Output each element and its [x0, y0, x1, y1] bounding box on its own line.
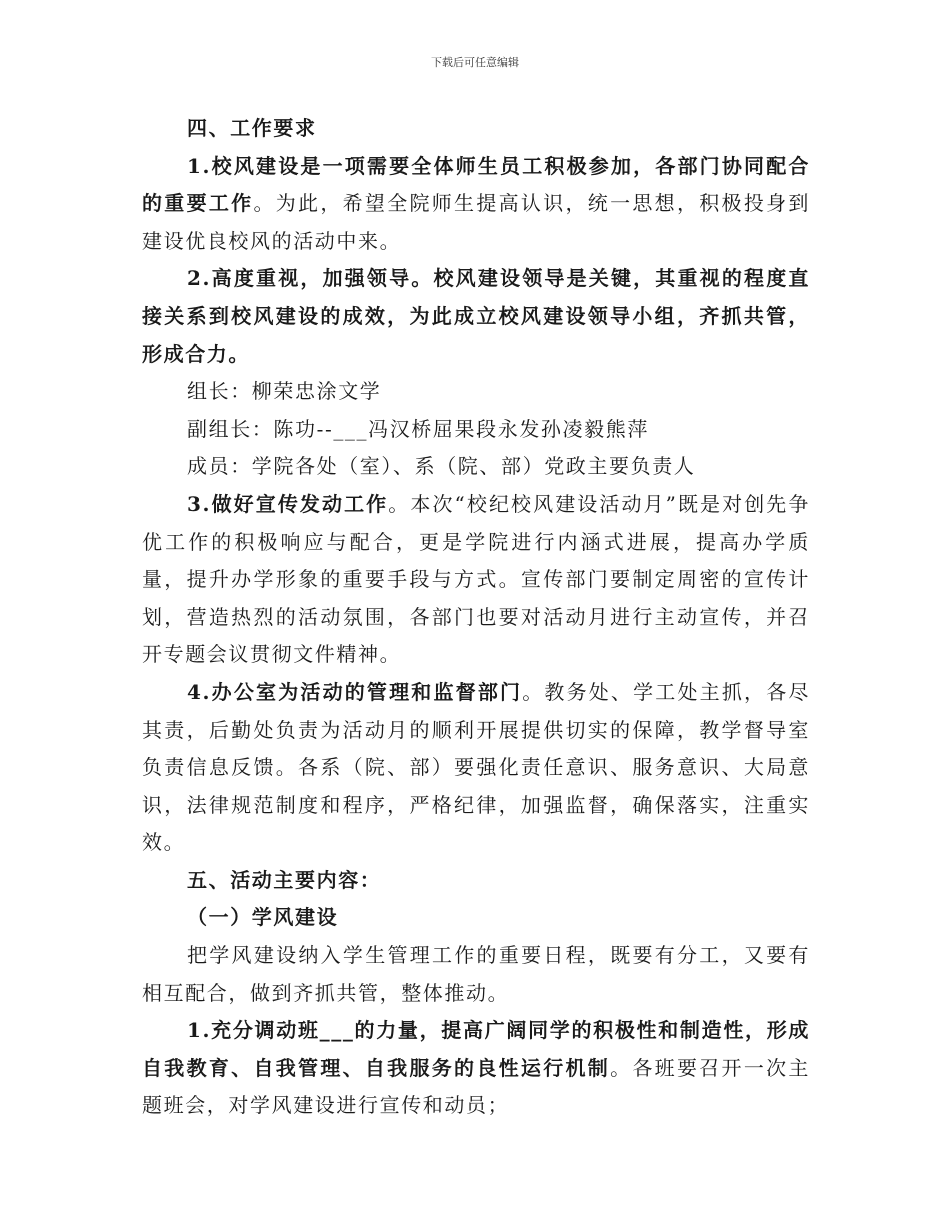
vice-leader-line: 副组长：陈功--___冯汉桥屈果段永发孙凌毅熊萍	[187, 416, 649, 441]
paragraph-3-text: 。本次“校纪校风建设活动月”既是对创先争优工作的积极响应与配合，更是学院进行内涵式进展，提高办学质量，提升办学形象的重要手段与方式。宣传部门要制定周密的宣传计划，营造热烈的活动氛围，各部门也要对活动月进行主动宣传，并召开专题会议贯彻文件精神。	[142, 491, 810, 667]
paragraph-2-bold: 2.高度重视，加强领导。校风建设领导是关键，其重视的程度直接关系到校风建设的成效，为此成立校风建设领导小组，齐抓共管，形成合力。	[142, 266, 810, 366]
paragraph-1-bold: 1.校风建设是一项需要全体师生员工积极参加，各部门协同配合的重要工作	[142, 153, 810, 216]
section-4-title	[142, 110, 810, 148]
section-4-title-text: 四、工作要求	[187, 116, 317, 140]
paragraph-6-text: 。各班要召开一次主题班会，对学风建设进行宣传和动员；	[142, 1055, 810, 1118]
paragraph-3-bold: 3.做好宣传发动工作	[187, 491, 389, 516]
group-leader-line: 组长：柳荣忠涂文学	[187, 379, 382, 404]
paragraph-1	[142, 148, 810, 261]
document-body	[142, 110, 810, 1125]
paragraph-2	[142, 260, 810, 373]
section-5-subtitle-text: （一）学风建设	[187, 905, 339, 930]
paragraph-4-bold: 4.办公室为活动的管理和监督部门	[187, 679, 523, 704]
paragraph-1-text: 。为此，希望全院师生提高认识，统一思想，积极投身到建设优良校风的活动中来。	[142, 191, 811, 253]
paragraph-3	[142, 486, 810, 674]
section-5-subtitle	[142, 899, 810, 937]
page-header-note: 下载后可任意编辑	[431, 56, 519, 69]
paragraph-5: 把学风建设纳入学生管理工作的重要日程，既要有分工，又要有相互配合，做到齐抓共管，整体推动。	[142, 943, 810, 1005]
paragraph-4	[142, 674, 810, 862]
section-5-title	[142, 862, 810, 900]
paragraph-6	[142, 1012, 810, 1125]
section-5-title-text: 五、活动主要内容：	[187, 867, 382, 892]
members-line: 成员：学院各处（室）、系（院、部）党政主要负责人	[187, 454, 696, 479]
paragraph-6-bold: 1.充分调动班___的力量，提高广阔同学的积极性和制造性，形成自我教育、自我管理、自我服务的良性运行机制	[142, 1018, 810, 1080]
paragraph-4-text: 。教务处、学工处主抓，各尽其责，后勤处负责为活动月的顺利开展提供切实的保障，教学督导室负责信息反馈。各系（院、部）要强化责任意识、服务意识、大局意识，法律规范制度和程序，严格纪律，加强监督，确保落实，注重实效。	[142, 679, 810, 855]
